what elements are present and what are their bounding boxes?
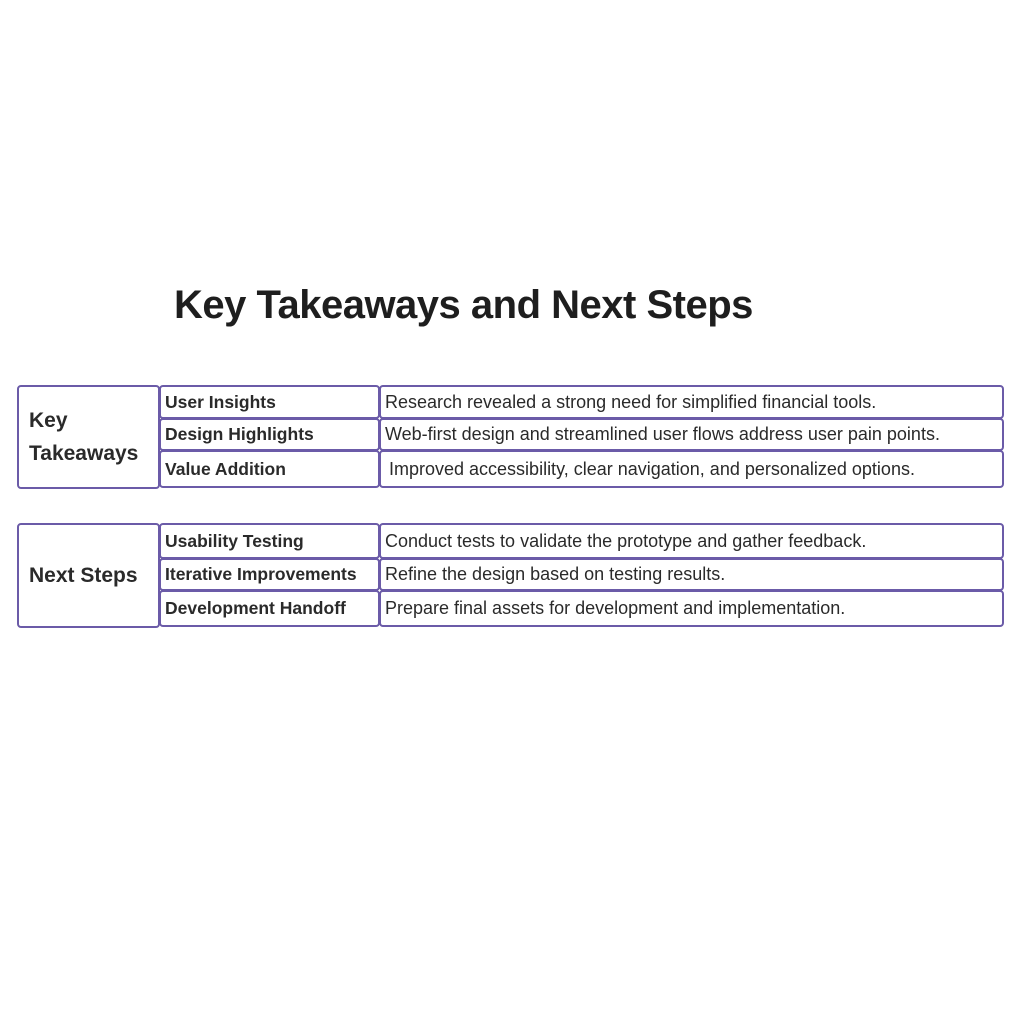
row-value: Prepare final assets for development and implementation.: [379, 590, 1004, 627]
section-key-takeaways: [17, 385, 1004, 489]
section-label-key-takeaways: [17, 385, 160, 489]
row-key: Design Highlights: [159, 418, 380, 451]
row-value: Web-first design and streamlined user flows address user pain points.: [379, 418, 1004, 451]
section-label-line: Key: [29, 409, 68, 432]
section-label-line: Takeaways: [29, 442, 139, 465]
row-key: Value Addition: [159, 450, 380, 488]
row-key: Usability Testing: [159, 523, 380, 559]
row-value: Refine the design based on testing results.: [379, 558, 1004, 591]
section-next-steps: [17, 523, 1004, 628]
row-key: Development Handoff: [159, 590, 380, 627]
row-value: Improved accessibility, clear navigation, and personalized options.: [379, 450, 1004, 488]
page-title: Key Takeaways and Next Steps: [174, 283, 753, 327]
row-value: Research revealed a strong need for simplified financial tools.: [379, 385, 1004, 419]
row-value: Conduct tests to validate the prototype and gather feedback.: [379, 523, 1004, 559]
section-label-next-steps: Next Steps: [17, 523, 160, 628]
row-key: Iterative Improvements: [159, 558, 380, 591]
row-key: User Insights: [159, 385, 380, 419]
